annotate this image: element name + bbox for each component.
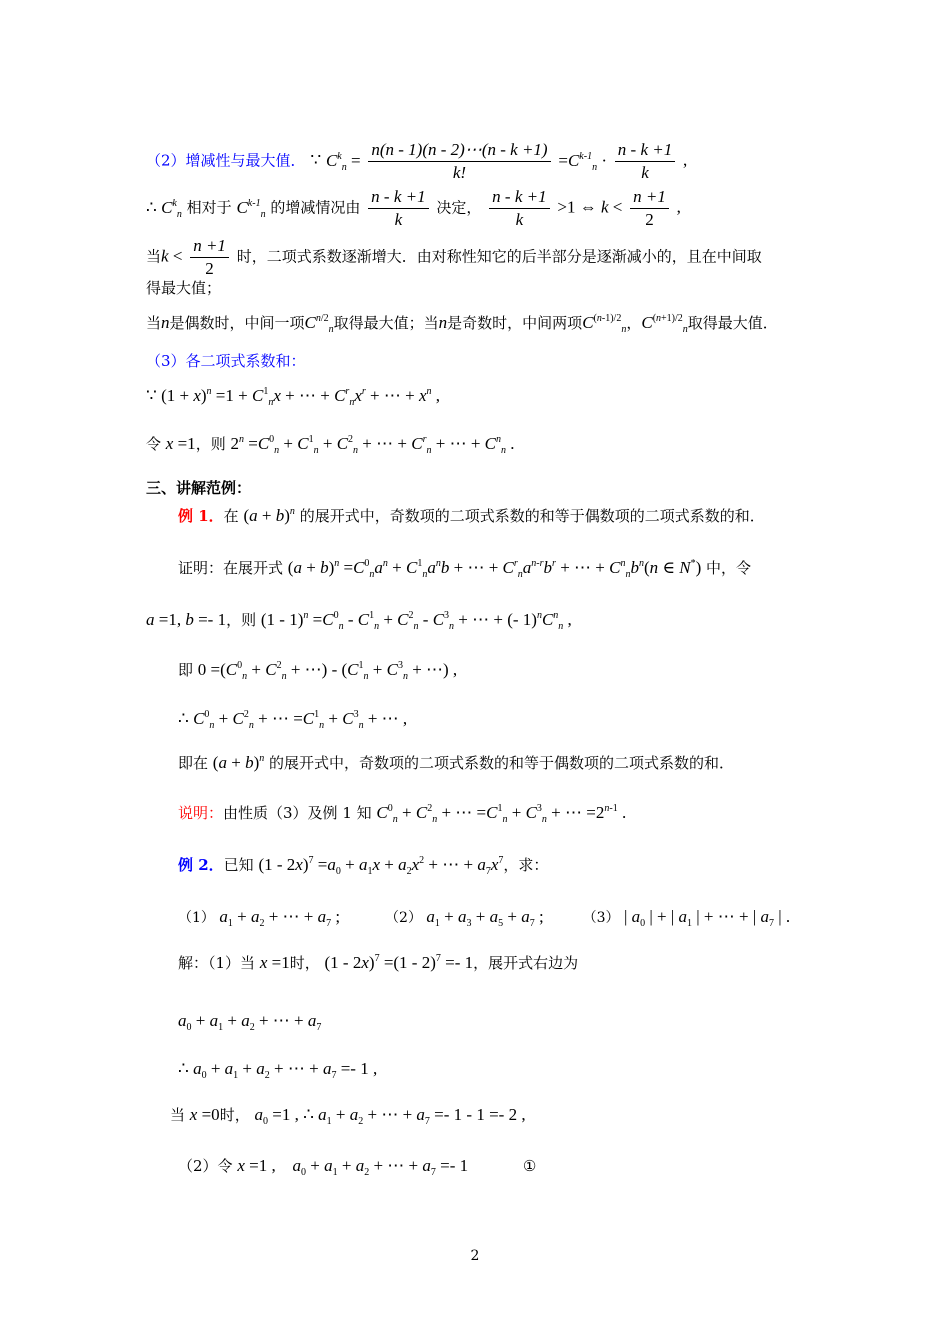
example1-conclusion: 即在 $(a + b)^n$ 的展开式中，奇数项的二项式系数的和等于偶数项的二项式系数的和． bbox=[178, 753, 735, 772]
example1-intro: 例 1．在 $(a + b)^n$ 的展开式中，奇数项的二项式系数的和等于偶数项的二项式系数的和． bbox=[178, 506, 765, 525]
section3-sum: 令 x =1，则 $2^n =C^0_n + C^1_n + C^2_n$ + ⋯ + $C^r_n$ + ⋯ + $C^n_n$ . bbox=[146, 434, 515, 456]
section3-formula: ∵ $(1 + x)^n =1 + C^1_nx$ + ⋯ + $C^r_nx^r$ + ⋯ + $x^n$ , bbox=[146, 386, 440, 408]
example2-questions: （1） $a_1 + a_2$ + ⋯ + $a_7$ ; （2） $a_1 + a_3 + a_5 + a_7$ ; （3） | $a_0$ | + | $a_1$ | + ⋯ + | $a_7$ | . bbox=[178, 907, 791, 929]
section2-label: （2）增减性与最大值． bbox=[146, 151, 306, 170]
example2-intro: 例 2．已知 $(1 - 2x)^7 =a_0 + a_1x + a_2x^2$ + ⋯ + $a_7x^7$，求： bbox=[178, 855, 549, 877]
section2-line5: 当n是偶数时，中间一项$C^{n/2}_n$取得最大值；当n是奇数时，中间两项$C^{(n-1)/2}_n$，$C^{(n+1)/2}_n$取得最大值． bbox=[146, 313, 778, 335]
page-number: 2 bbox=[470, 1248, 480, 1264]
example1-ji: 即 $0 =(C^0_n + C^2_n$ + ⋯) - ($C^1_n + C^3_n$ + ⋯) , bbox=[178, 660, 458, 682]
example1-note: 说明：由性质（3）及例 1 知 $C^0_n + C^2_n$ + ⋯ $=C^1_n + C^3_n$ + ⋯ $=2^{n-1}$ . bbox=[178, 803, 627, 825]
example2-sum-expression: $a_0 + a_1 + a_2$ + ⋯ + $a_7$ bbox=[178, 1011, 322, 1033]
example1-proof: 证明：在展开式 $(a + b)^n =C^0_na^n + C^1_na^nb$ + ⋯ + $C^r_na^{n-r}b^r$ + ⋯ + $C^n_nb^n(n$ ∈ N*) 中，令 bbox=[178, 558, 752, 580]
section2-line4: 得最大值； bbox=[146, 279, 222, 297]
section2-line1: （2）增减性与最大值． ∵ $C^k_n$ = $\frac{n(n - 1)(n - 2)\cdots(n - k +1)}{k!}$ $=C^{k-1}_n$ · $\frac{n - k +1}{k}$ , bbox=[146, 140, 688, 182]
example2-solution1: 解：（1）当 x =1时， (1 - 2x)$^7$ =(1 - 2)$^7$ =- 1，展开式右边为 bbox=[178, 953, 579, 972]
example2-x-zero: 当 x =0时， $a_0 =1$ , ∴ $a_1 + a_2$ + ⋯ + $a_7 =- 1 - 1 =- 2$ , bbox=[170, 1105, 526, 1127]
equation-marker: ① bbox=[522, 1157, 537, 1175]
example2-part2: （2）令 x =1 , $a_0 + a_1 + a_2$ + ⋯ + $a_7 =- 1$ ① bbox=[178, 1156, 537, 1178]
binomial-formula-fraction: $\frac{n(n - 1)(n - 2)\cdots(n - k +1)}{k!}$ bbox=[368, 139, 550, 184]
example1-therefore: ∴ $C^0_n + C^2_n$ + ⋯ $=C^1_n + C^3_n$ + ⋯ , bbox=[178, 709, 408, 731]
example2-sum-result: ∴ $a_0 + a_1 + a_2$ + ⋯ + $a_7 =- 1$ , bbox=[178, 1059, 378, 1081]
section3-label: （3）各二项式系数和： bbox=[146, 352, 306, 370]
section2-line3: 当k < $\frac{n +1}{2}$ 时，二项式系数逐渐增大．由对称性知它的后半部分是逐渐减小的，且在中间取 bbox=[146, 236, 762, 278]
example1-substitute: a =1, b =- 1，则 $(1 - 1)^n =C^0_n - C^1_n + C^2_n - C^3_n$ + ⋯ + (- $1)^nC^n_n$ , bbox=[146, 610, 572, 632]
ratio-fraction: $\frac{n - k +1}{k}$ bbox=[615, 139, 675, 184]
section-heading: 三、讲解范例： bbox=[146, 479, 252, 497]
section2-line2: ∴ $C^k_n$ 相对于 $C^{k-1}_n$ 的增减情况由 $\frac{n - k +1}{k}$ 决定， $\frac{n - k +1}{k}$ >1 ⇔ k < $\frac{n +1}{2}$ , bbox=[146, 187, 681, 229]
